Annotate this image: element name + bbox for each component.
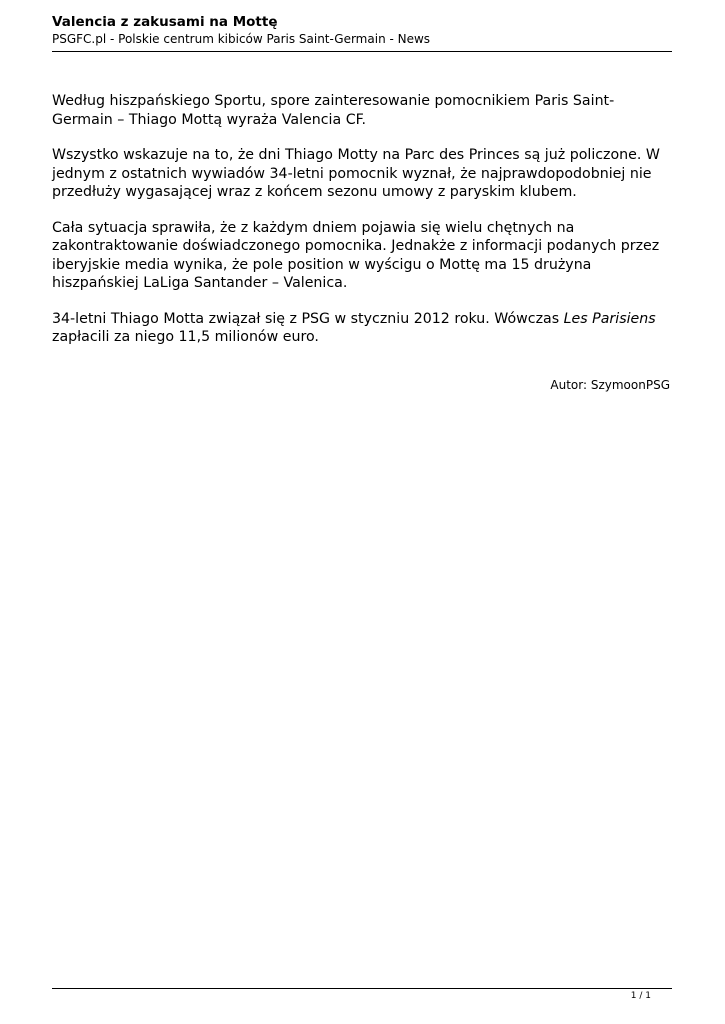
paragraph-4 xyxy=(52,310,672,347)
site-subtitle: PSGFC.pl - Polskie centrum kibiców Paris Saint-Germain - News xyxy=(52,32,431,46)
paragraph-1: Według hiszpańskiego Sportu, spore zainteresowanie pomocnikiem Paris Saint-Germain – Thiago Mottą wyraża Valencia CF. xyxy=(52,93,615,128)
paragraph-3: Cała sytuacja sprawiła, że z każdym dniem pojawia się wielu chętnych na zakontraktowanie doświadczonego pomocnika. Jednakże z informacji podanych przez iberyjskie media wynika, że pole position w wyścigu o Mottę ma 15 drużyna hiszpańskiej LaLiga Santander – Valenica. xyxy=(52,219,660,291)
page-number: 1 / 1 xyxy=(630,991,651,1001)
header-divider xyxy=(52,51,672,52)
paragraph-4-text-end: zapłacili za niego 11,5 milionów euro. xyxy=(52,329,319,345)
document-header xyxy=(52,14,672,48)
paragraph-2: Wszystko wskazuje na to, że dni Thiago Motty na Parc des Princes są już policzone. W jednym z ostatnich wywiadów 34-letni pomocnik wyznał, że najprawdopodobniej nie przedłuży wygasającej wraz z końcem sezonu umowy z paryskim klubem. xyxy=(52,147,660,200)
article-title: Valencia z zakusami na Mottę xyxy=(52,14,278,30)
article-body xyxy=(52,92,672,364)
footer-divider xyxy=(52,988,672,989)
paragraph-4-text-start: 34-letni Thiago Motta związał się z PSG w styczniu 2012 roku. Wówczas xyxy=(52,310,564,327)
article-author: Autor: SzymoonPSG xyxy=(550,378,670,392)
paragraph-4-italic: Les Parisiens xyxy=(563,310,656,327)
